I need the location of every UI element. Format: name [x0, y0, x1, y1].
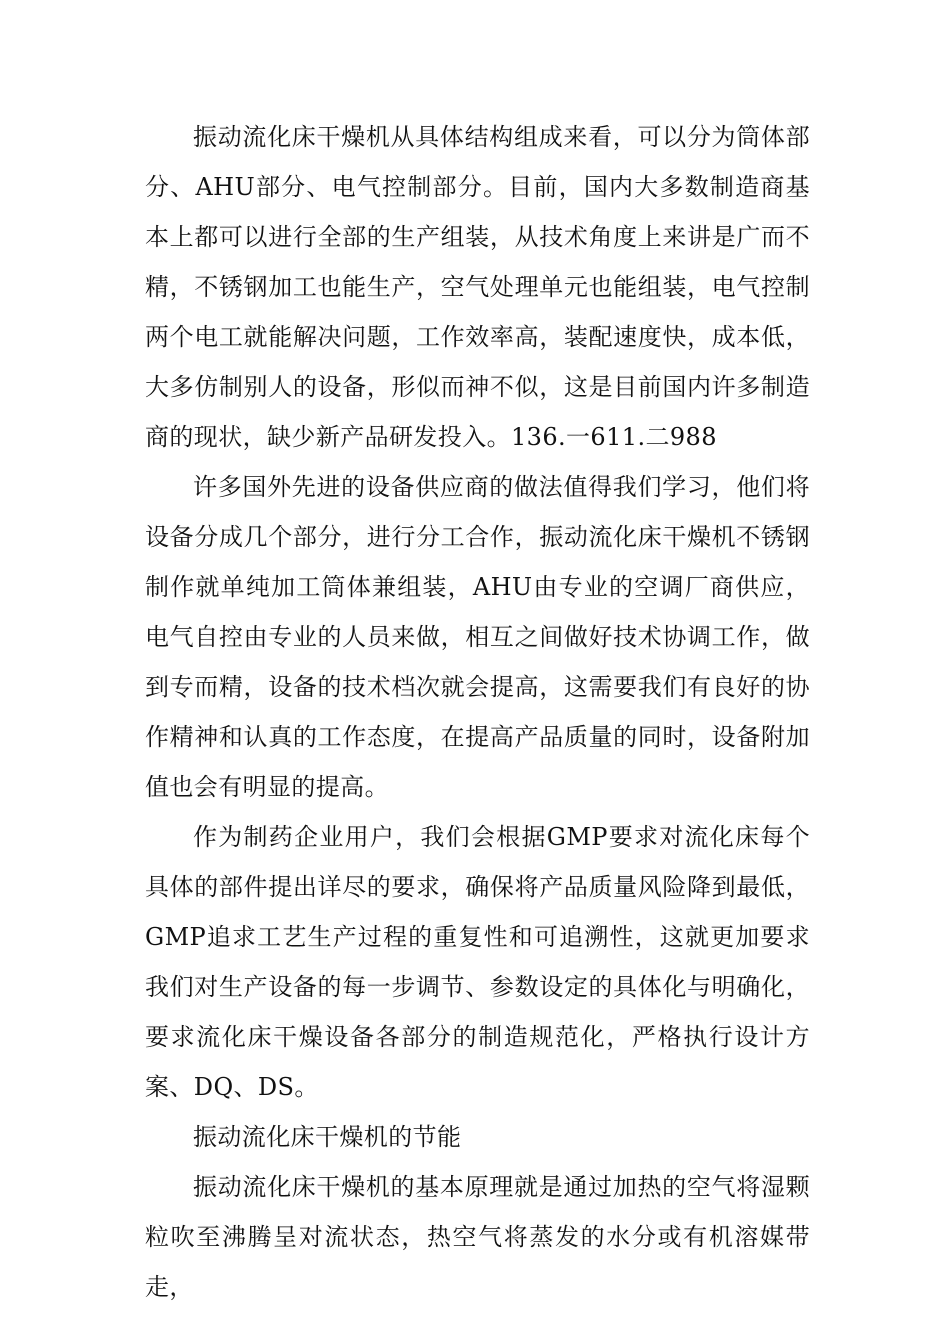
- paragraph-structure: 振动流化床干燥机从具体结构组成来看，可以分为筒体部分、AHU部分、电气控制部分。目前，国内大多数制造商基本上都可以进行全部的生产组装，从技术角度上来讲是广而不精，不锈钢加工也能生产，空气处理单元也能组装，电气控制两个电工就能解决问题，工作效率高，装配速度快，成本低，大多仿制别人的设备，形似而神不似，这是目前国内许多制造商的现状，缺少新产品研发投入。136.一611.二988: [145, 123, 810, 451]
- section-heading-energy-saving: 振动流化床干燥机的节能: [193, 1123, 462, 1151]
- paragraph-foreign-suppliers: 许多国外先进的设备供应商的做法值得我们学习，他们将设备分成几个部分，进行分工合作，振动流化床干燥机不锈钢制作就单纯加工筒体兼组装，AHU由专业的空调厂商供应，电气自控由专业的人员来做，相互之间做好技术协调工作，做到专而精，设备的技术档次就会提高，这需要我们有良好的协作精神和认真的工作态度，在提高产品质量的同时，设备附加值也会有明显的提高。: [145, 473, 810, 801]
- paragraph-gmp-requirements: 作为制药企业用户，我们会根据GMP要求对流化床每个具体的部件提出详尽的要求，确保将产品质量风险降到最低，GMP追求工艺生产过程的重复性和可追溯性，这就更加要求我们对生产设备的每一步调节、参数设定的具体化与明确化，要求流化床干燥设备各部分的制造规范化，严格执行设计方案、DQ、DS。: [145, 823, 810, 1101]
- paragraph-basic-principle: 振动流化床干燥机的基本原理就是通过加热的空气将湿颗粒吹至沸腾呈对流状态，热空气将蒸发的水分或有机溶媒带走，: [145, 1173, 810, 1301]
- document-body: [145, 112, 810, 1312]
